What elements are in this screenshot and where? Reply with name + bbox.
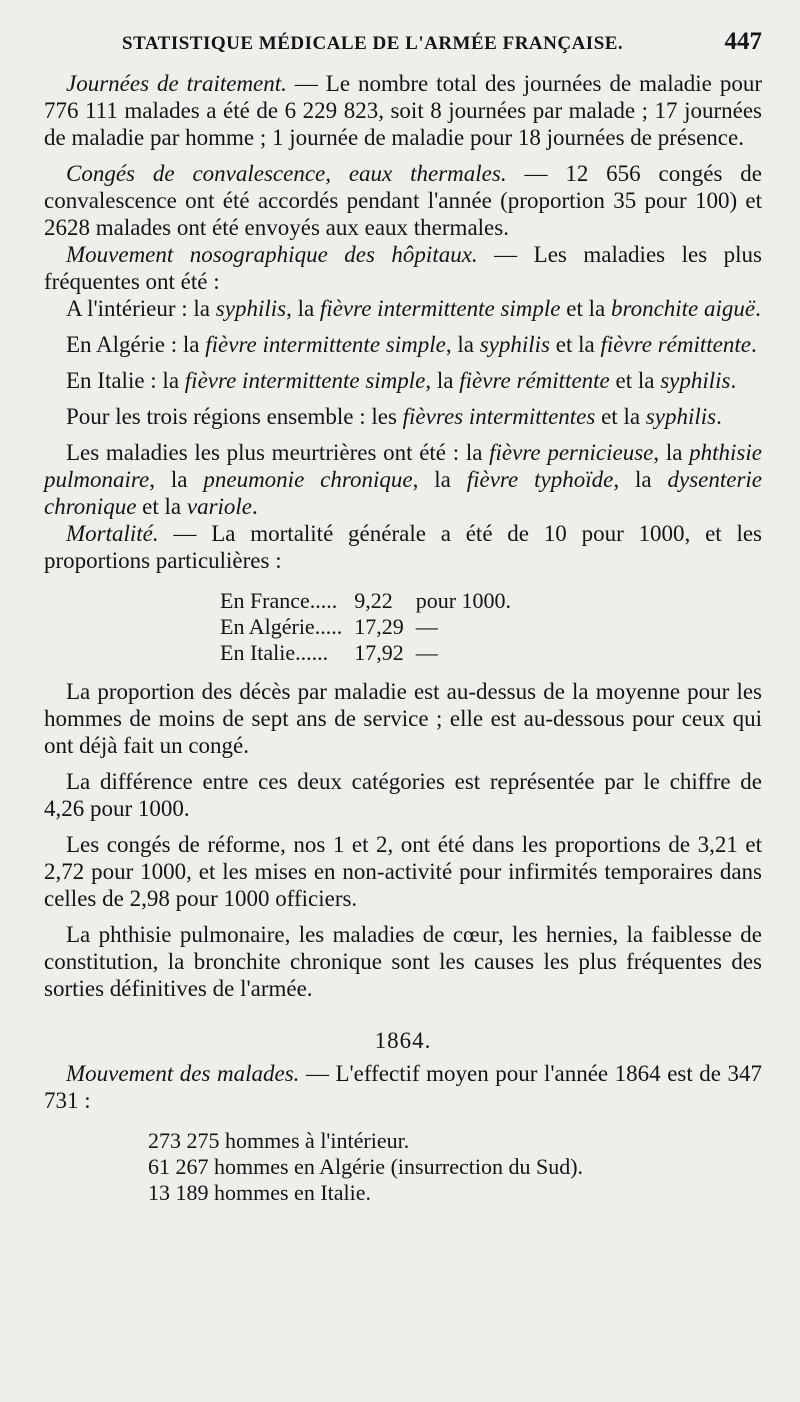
- region-text: .: [755, 296, 761, 321]
- paragraph-mortalite: [44, 520, 762, 574]
- paragraph-text: — La mortalité générale a été de 10 pour 1000, et les proportions particulières :: [44, 521, 762, 573]
- region-text: Pour les trois régions ensemble : les: [66, 404, 403, 429]
- region-text: et la: [609, 368, 661, 393]
- region-text: et la: [549, 332, 601, 357]
- paragraph-conges-reforme: Les congés de réforme, nos 1 et 2, ont été dans les proportions de 3,21 et 2,72 pour 1000, et les mises en non-activité pour infirmités temporaires dans celles de 2,98 pour 1000 officiers.: [44, 832, 762, 911]
- table-row: [214, 588, 517, 614]
- paragraph-mouvement: [44, 1060, 762, 1114]
- paragraph-lead: Journées de traitement.: [66, 71, 287, 96]
- paragraph-proportion-deces: La proportion des décès par maladie est au-dessus de la moyenne pour les hommes de moins de sept ans de service ; elle est au-dessous pour ceux qui ont déjà fait un congé.: [44, 679, 762, 758]
- paragraph-text: — 12 656 congés de convalescence ont été accordés pendant l'année (proportion 35 pour 100) et 2628 malades ont été envoyés aux eaux thermales.: [44, 161, 762, 240]
- disease-name: fièvre intermittente simple: [184, 368, 426, 393]
- list-item: 13 189 hommes en Italie.: [148, 1180, 372, 1205]
- region-text: , la: [445, 332, 480, 357]
- list-item: 61 267 hommes en Algérie (insurrection du Sud).: [148, 1154, 584, 1179]
- disease-name: fièvres intermittentes: [402, 404, 596, 429]
- table-row: [214, 614, 517, 640]
- paragraph-journees: [44, 70, 762, 151]
- disease-name: fièvre rémittente: [600, 332, 751, 357]
- region-text: En Italie : la: [66, 368, 185, 393]
- paragraph-lead: Congés de convalescence, eaux thermales.: [66, 161, 507, 186]
- region-ensemble: [44, 403, 762, 430]
- rate-value: 17,29: [354, 614, 404, 639]
- region-text: .: [730, 368, 737, 393]
- running-title: STATISTIQUE MÉDICALE DE L'ARMÉE FRANÇAISE.: [122, 33, 624, 54]
- paragraph-text: , la: [653, 440, 690, 465]
- disease-name: fièvre pernicieuse: [489, 440, 654, 465]
- rate-place: En Italie......: [220, 640, 329, 665]
- region-text: A l'intérieur : la: [66, 296, 216, 321]
- region-text: et la: [560, 296, 611, 321]
- rate-unit: pour 1000.: [415, 588, 512, 613]
- paragraph-text: — Le nombre total des journées de maladie pour 776 111 malades a été de 6 229 823, soit 8 journées par malade ; 17 journées de maladie par homme ; 1 journée de maladie pour 18 journées de présence.: [44, 71, 762, 150]
- year-heading: 1864.: [374, 1028, 432, 1053]
- paragraph-lead: Mortalité.: [66, 521, 159, 546]
- paragraph-lead: Mouvement des malades.: [66, 1061, 300, 1086]
- region-text: .: [716, 404, 722, 429]
- region-text: En Algérie : la: [66, 332, 206, 357]
- mortality-rates-table: [214, 588, 517, 666]
- region-italie: [44, 367, 762, 394]
- page-number: 447: [724, 28, 762, 55]
- disease-name: fièvre typhoïde: [466, 467, 614, 492]
- region-text: , la: [425, 368, 460, 393]
- table-row: [214, 640, 517, 666]
- disease-name: syphilis: [660, 368, 731, 393]
- disease-name: syphilis: [645, 404, 717, 429]
- disease-name: pneumonie chronique: [203, 467, 413, 492]
- paragraph-text: , la: [412, 467, 467, 492]
- rate-place: En Algérie.....: [220, 614, 343, 639]
- region-text: , la: [286, 296, 320, 321]
- paragraph-lead: Mouvement nosographique des hôpitaux.: [66, 242, 478, 267]
- disease-name: variole: [186, 494, 253, 519]
- paragraph-text: .: [252, 494, 258, 519]
- region-text: .: [750, 332, 757, 357]
- disease-name: fièvre intermittente simple: [319, 296, 561, 321]
- paragraph-text: , la: [613, 467, 668, 492]
- paragraph-difference: La différence entre ces deux catégories est représentée par le chiffre de 4,26 pour 1000.: [44, 769, 762, 821]
- disease-name: dysenterie chronique: [44, 467, 763, 519]
- disease-name: fièvre rémittente: [459, 368, 610, 393]
- paragraph-text: Les maladies les plus meurtrières ont été : la: [66, 440, 490, 465]
- disease-name: bronchite aiguë: [610, 296, 756, 321]
- paragraph-text: — Les maladies les plus fréquentes ont été :: [44, 242, 762, 294]
- rate-value: 17,92: [354, 640, 404, 665]
- disease-name: syphilis: [215, 296, 287, 321]
- paragraph-text: , la: [149, 467, 204, 492]
- page-header: [122, 28, 762, 56]
- disease-name: phthisie pulmonaire: [44, 440, 762, 492]
- region-text: et la: [595, 404, 646, 429]
- rate-unit: —: [415, 614, 438, 639]
- paragraph-conges: [44, 160, 762, 241]
- paragraph-nosographique: [44, 241, 762, 295]
- region-interieur: [44, 295, 762, 322]
- rate-place: En France.....: [220, 588, 338, 613]
- rate-unit: —: [415, 640, 438, 665]
- effectif-list: [148, 1128, 762, 1206]
- paragraph-text: et la: [136, 494, 187, 519]
- rate-value: 9,22: [354, 588, 393, 613]
- disease-name: syphilis: [479, 332, 550, 357]
- paragraph-causes: La phthisie pulmonaire, les maladies de cœur, les hernies, la faiblesse de constitution, la bronchite chronique sont les causes les plus fréquentes des sorties définitives de l'armée.: [44, 922, 762, 1001]
- region-algerie: [44, 331, 762, 358]
- list-item: 273 275 hommes à l'intérieur.: [148, 1128, 410, 1153]
- paragraph-meurtrieres: [44, 439, 762, 520]
- disease-name: fièvre intermittente simple: [205, 332, 446, 357]
- paragraph-text: — L'effectif moyen pour l'année 1864 est de 347 731 :: [44, 1061, 763, 1113]
